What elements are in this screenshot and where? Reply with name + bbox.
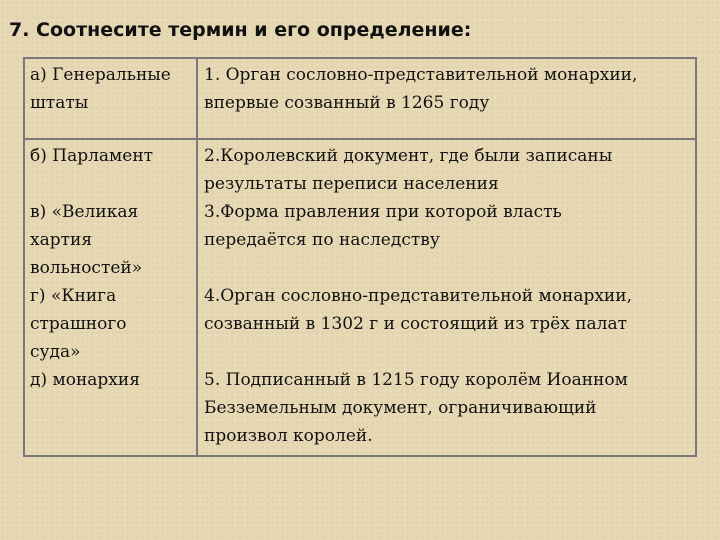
table-row — [25, 59, 695, 140]
definition-text: 2.Королевский документ, где были записаны результаты переписи населения 3.Форма правления при которой власть передаётся по наследству 4.Орган сословно-представительной монархии, созванный в 1302 г и состоящий из трёх палат 5. Подписанный в 1215 году королём Иоанном Безземельным документ, ограничивающий произвол королей. — [204, 146, 632, 446]
table-row — [25, 140, 695, 455]
term-cell — [25, 59, 198, 140]
page-title: 7. Соотнесите термин и его определение: — [9, 19, 472, 41]
definition-cell — [198, 59, 695, 140]
term-text: б) Парламент в) «Великая хартия вольностей» г) «Книга страшного суда» д) монархия — [30, 146, 154, 390]
definition-cell — [198, 140, 695, 455]
term-cell — [25, 140, 198, 455]
term-text: а) Генеральные штаты — [30, 65, 171, 113]
definition-text: 1. Орган сословно-представительной монархии, впервые созванный в 1265 году — [204, 65, 638, 113]
matching-table — [23, 57, 697, 457]
